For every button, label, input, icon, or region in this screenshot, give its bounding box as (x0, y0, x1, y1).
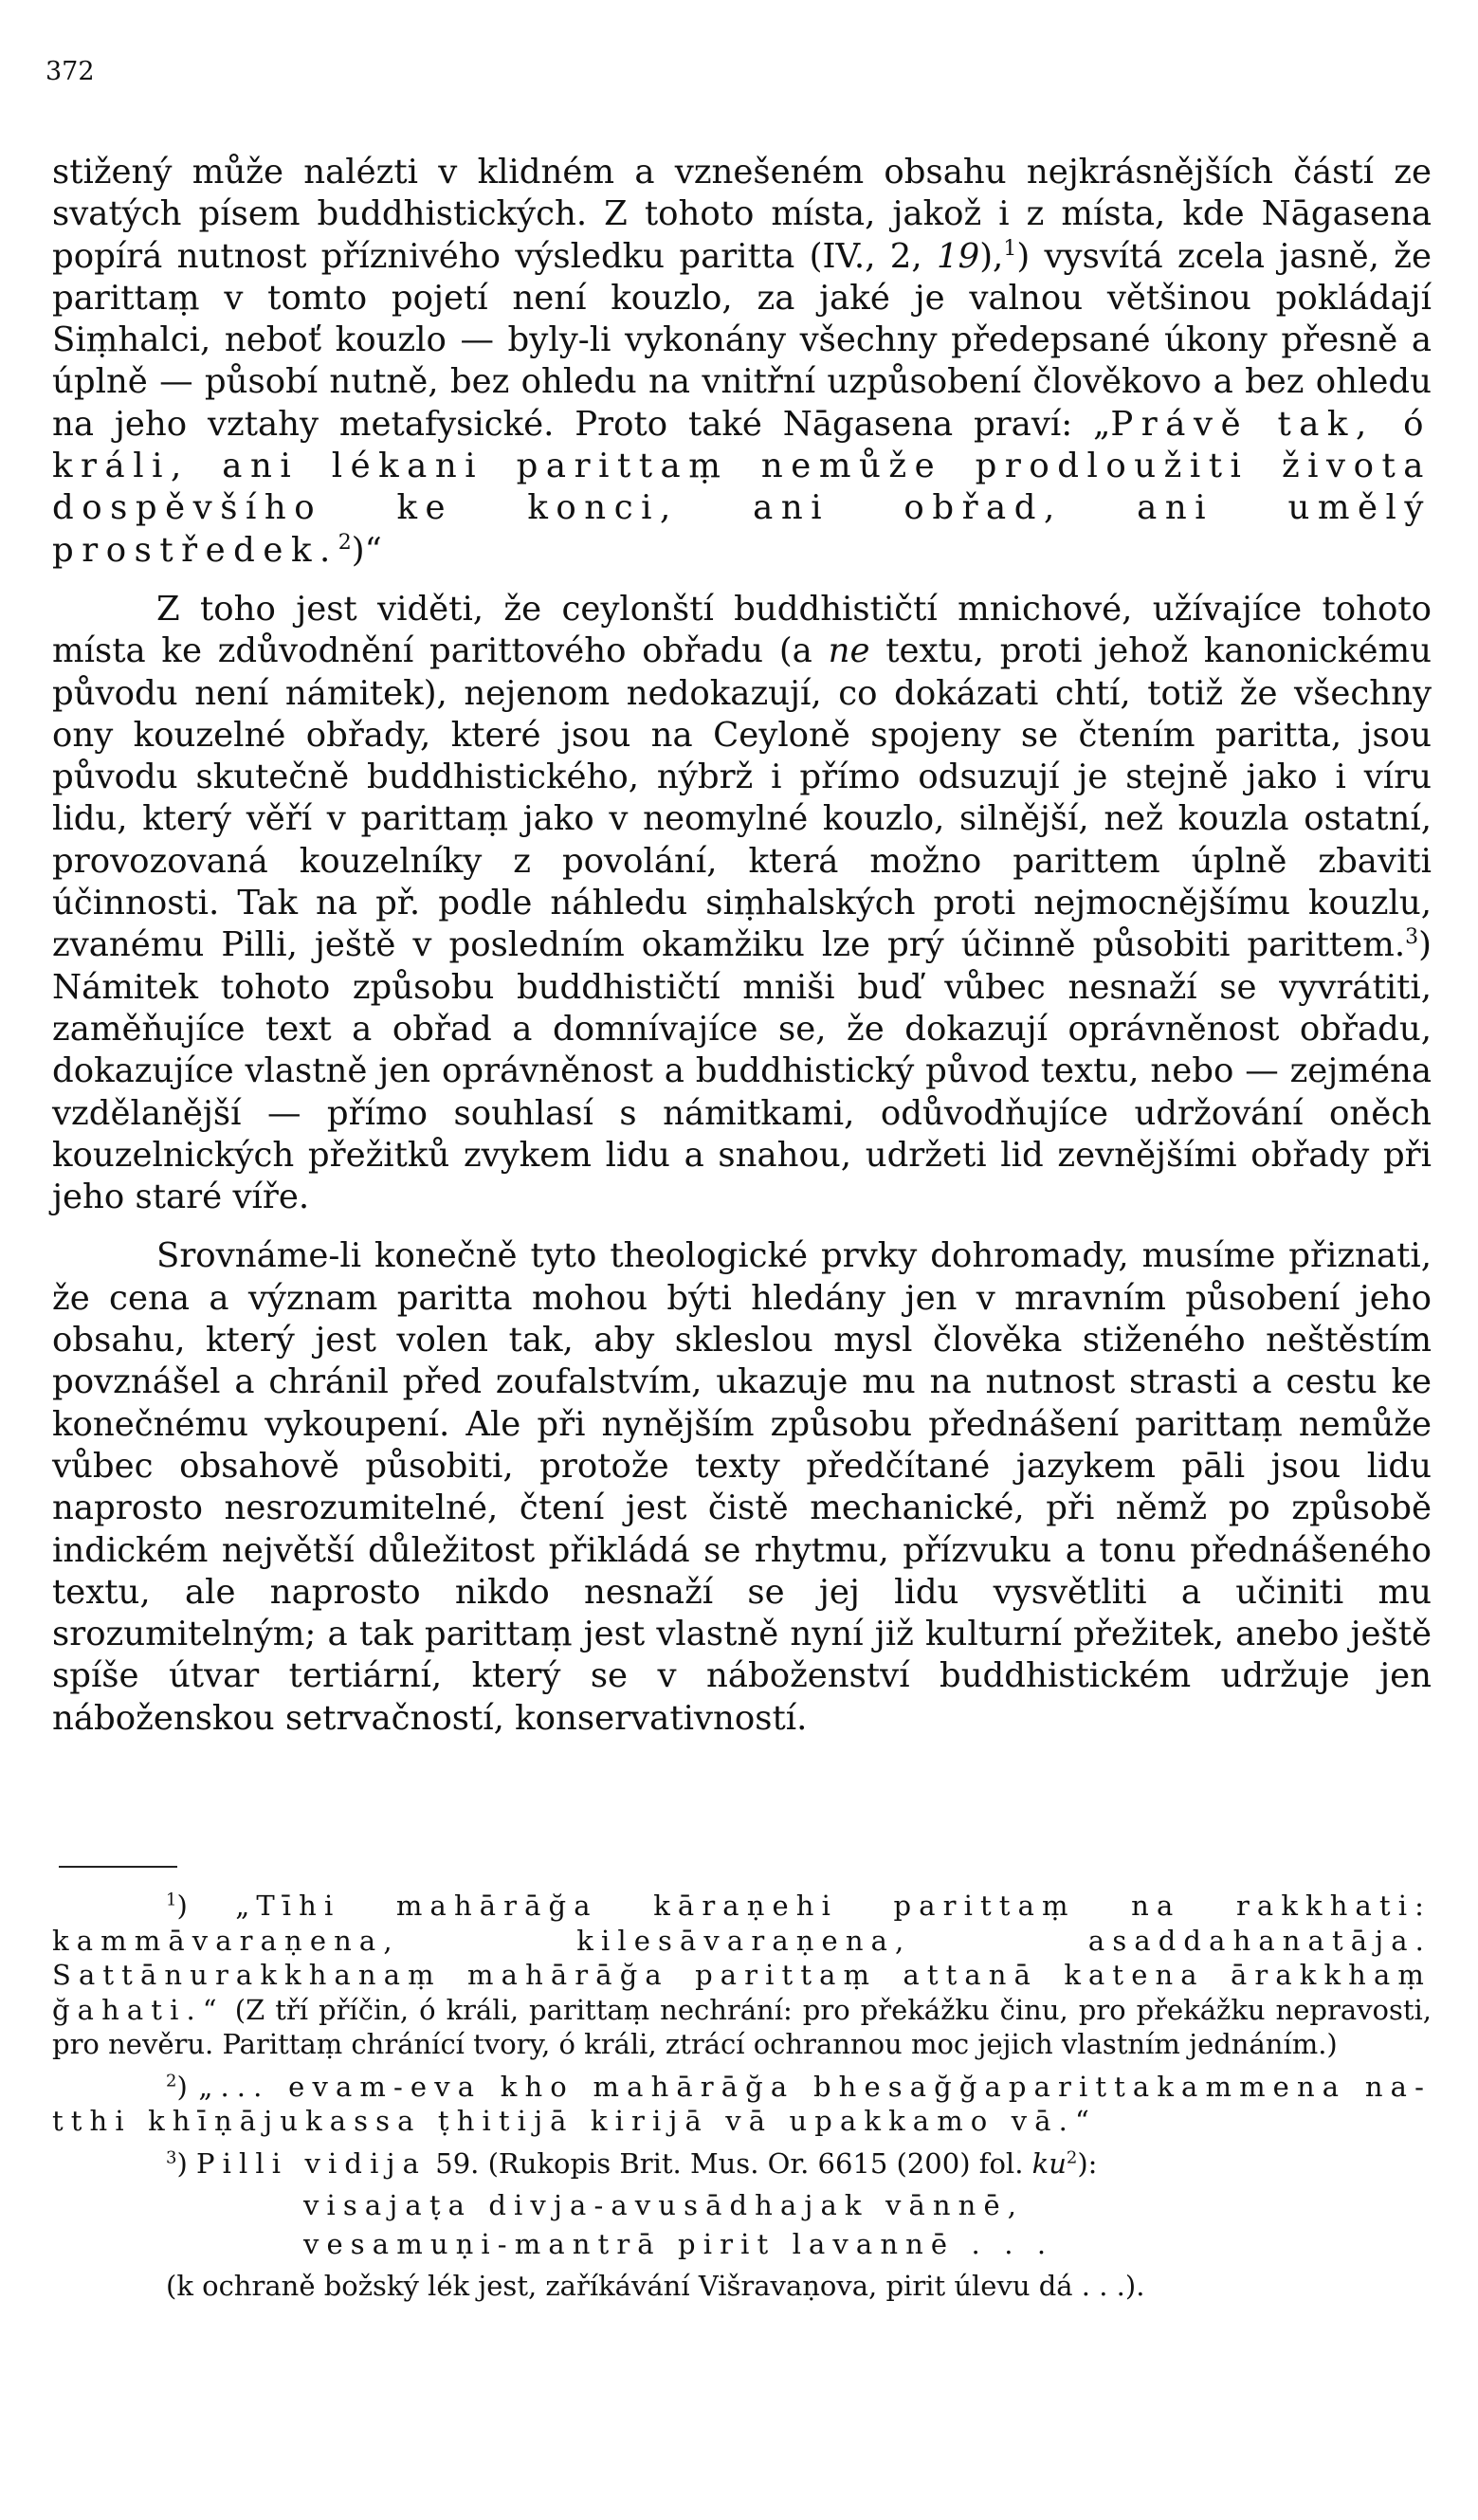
spaced-quote: Právě tak, ó králi, ani lékani parittaṃ nemůže prodloužiti života dospěvšího ke konci, ani obřad, ani umělý prostředek. (52, 404, 1432, 570)
footnote-2-pali: „... evam-eva kho mahārāğa bhesağğaparittakammena na-tthi khīṇājukassa ṭhitijā kirijā vā upakkamo vā.“ (52, 2070, 1432, 2137)
footnote-divider (59, 1866, 177, 1868)
footnotes (52, 1889, 1432, 2311)
main-text (52, 152, 1432, 1757)
verse-line-2: vesamuṇi-mantrā pirit lavannē . . . (303, 2227, 1054, 2260)
verse-translation: (k ochraně božský lék jest, zaříkávání Višravaṇova, pirit úlevu dá . . .). (166, 2270, 1145, 2302)
footnote-1-pali: „Tīhi mahārāğa kāraṇehi parittaṃ na rakkhati: kammāvaraṇena, kilesāvaraṇena, asaddahanatāja. Sattānurakkhanaṃ mahārāğa parittaṃ attanā katena ārakkhaṃ ğahati.“ (52, 1890, 1432, 2026)
verse-line-1: visajaṭa divja-avusādhajak vānnē, (303, 2189, 1025, 2221)
footnote-ref-1: 1 (1003, 236, 1017, 261)
page-number: 372 (46, 57, 95, 86)
footnote-ref-3: 3 (1405, 925, 1419, 950)
footnote-ref-2: 2 (338, 530, 352, 555)
paragraph-1: stižený může nalézti v klidném a vznešeném obsahu nejkrásnějších částí ze svatých písem buddhistických. Z tohoto místa, jakož i z místa, kde Nāgasena popírá nutnost příznivého výsledku paritta (IV., 2, 19),$^1$) vysvítá zcela jasně, že parittaṃ v tomto pojetí není kouzlo, za jaké je valnou většinou pokládají Siṃhalci, neboť kouzlo — byly-li vykonány všechny předepsané úkony přesně a úplně — působí nutně, bez ohledu na vnitřní uzpůsobení člověkovo a bez ohledu na jeho vztahy metafysické. Proto také Nāgasena praví: „Právě tak, ó králi, ani lékani parittaṃ nemůže prodloužiti života dospěvšího ke konci, ani obřad, ani umělý prostředek.$^2$)“ (52, 153, 1432, 570)
footnote-3: $^3$) Pilli vidija 59. (Rukopis Brit. Mus. Or. 6615 (200) fol. $ku^2$): (166, 2146, 1098, 2180)
footnote-1: $^1$) „Tīhi mahārāğa kāraṇehi parittaṃ na rakkhati: kammāvaraṇena, kilesāvaraṇena, asaddahanatāja. Sattānurakkhanaṃ mahārāğa parittaṃ attanā katena ārakkhaṃ ğahati.“ (Z tří příčin, ó králi, parittaṃ nechrání: pro překážku činu, pro překážku nepravosti, pro nevěru. Parittaṃ chránící tvory, ó králi, ztrácí ochrannou moc jejich vlastním jednáním.) (52, 1890, 1432, 2060)
footnote-2: $^2$) „... evam-eva kho mahārāğa bhesağğaparittakammena na-tthi khīṇājukassa ṭhitijā kirijā vā upakkamo vā.“ (52, 2070, 1432, 2137)
footnote-3-name: Pilli vidija (195, 2146, 428, 2180)
paragraph-3: Srovnáme-li konečně tyto theologické prvky dohromady, musíme přiznati, že cena a význam paritta mohou býti hledány jen v mravním působení jeho obsahu, který jest volen tak, aby skleslou mysl člověka stiženého neštěstím povznášel a chránil před zoufalstvím, ukazuje mu na nutnost strasti a cestu ke konečnému vykoupení. Ale při nynějším způsobu přednášení parittaṃ nemůže vůbec obsahově působiti, protože texty předčítané jazykem pāli jsou lidu naprosto nesrozumitelné, čtení jest čistě mechanické, při němž po způsobě indickém největší důležitost přikládá se rhytmu, přízvuku a tonu přednášeného textu, ale naprosto nikdo nesnaží se jej lidu vysvětliti a učiniti mu srozumitelným; a tak parittaṃ jest vlastně nyní již kulturní přežitek, anebo ještě spíše útvar tertiární, který se v náboženství buddhistickém udržuje jen náboženskou setrvačností, konservativností. (52, 1236, 1432, 1738)
paragraph-2: Z toho jest viděti, že ceylonští buddhističtí mnichové, užívajíce tohoto místa ke zdůvodnění parittového obřadu (a ne textu, proti jehož kanonickému původu není námitek), nejenom nedokazují, co dokázati chtí, totiž že všechny ony kouzelné obřady, které jsou na Ceyloně spojeny se čtením paritta, jsou původu skutečně buddhistického, nýbrž i přímo odsuzují je stejně jako i víru lidu, který věří v parittaṃ jako v neomylné kouzlo, silnější, než kouzla ostatní, provozovaná kouzelníky z povolání, která možno parittem úplně zbaviti účinnosti. Tak na př. podle náhledu siṃhalských proti nejmocnějšímu kouzlu, zvanému Pilli, ještě v posledním okamžiku lze prý účinně působiti parittem.$^3$) Námitek tohoto způsobu buddhističtí mniši buď vůbec nesnaží se vyvrátiti, zaměňujíce text a obřad a domnívajíce se, že dokazují oprávněnost obřadu, dokazujíce vlastně jen oprávněnost a buddhistický původ textu, nebo — zejména vzdělanější — přímo souhlasí s námitkami, odůvodňujíce udržování oněch kouzelnických přežitků zvykem lidu a snahou, udržeti lid zevnějšími obřady při jeho staré víře. (52, 589, 1432, 1217)
reference-number: 19 (937, 236, 980, 276)
emphasis-ne: ne (828, 631, 870, 671)
